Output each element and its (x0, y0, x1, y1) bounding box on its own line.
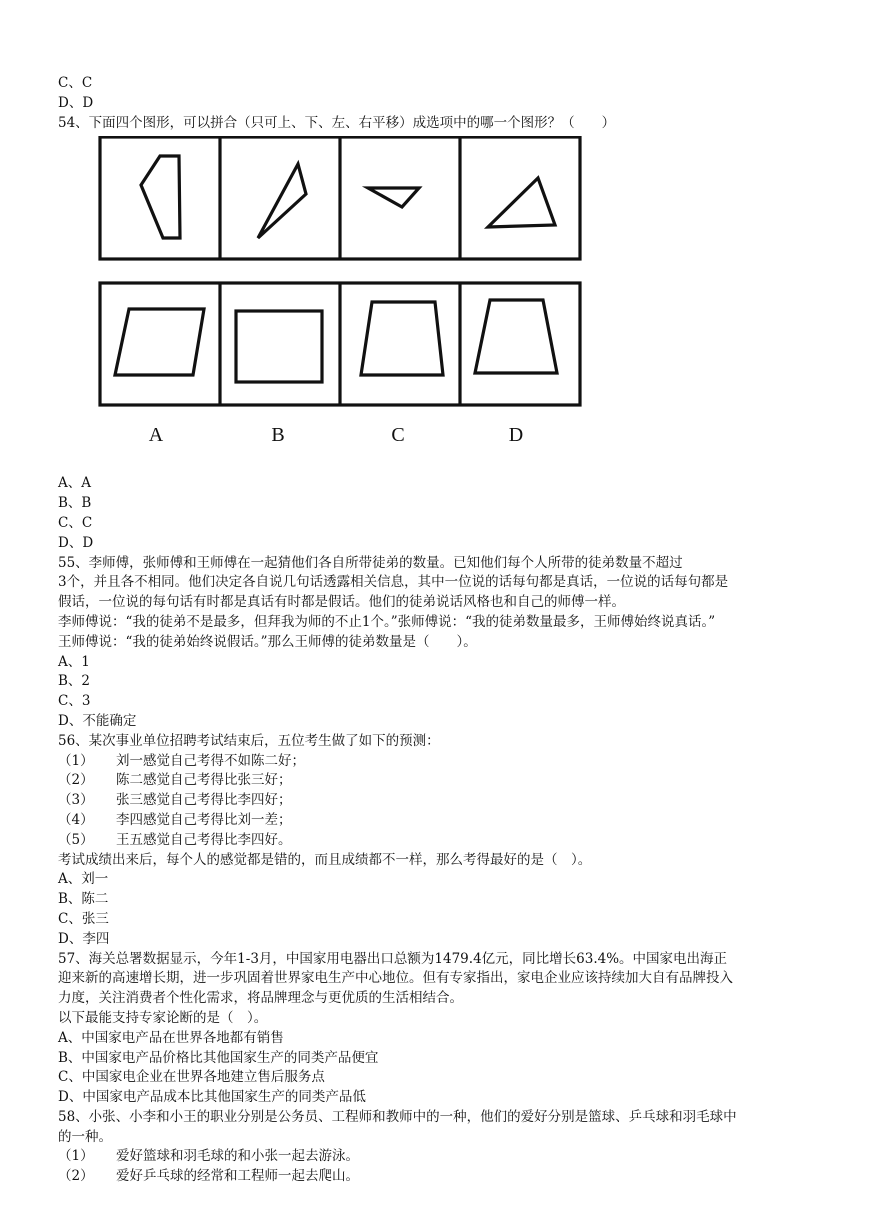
q54-stem: 54、下面四个图形，可以拼合（只可上、下、左、右平移）成选项中的哪一个图形？（ ） (58, 114, 616, 131)
q57-option-a: A、中国家电产品在世界各地都有销售 (58, 1029, 284, 1046)
figure-label-c: C (391, 424, 405, 447)
option-c-trapezoid (361, 302, 443, 375)
prev-option-c: C、C (58, 75, 93, 91)
q56-stem: 56、某次事业单位招聘考试结束后，五位考生做了如下的预测： (58, 732, 440, 749)
q55-stem-line: 55、李师傅，张师傅和王师傅在一起猜他们各自所带徒弟的数量。已知他们每个人所带的徒弟数量不超过 (58, 554, 683, 571)
condition-number: （1） (58, 1148, 94, 1165)
q56-question: 考试成绩出来后，每个人的感觉都是错的，而且成绩都不一样，那么考得最好的是（ ）。 (58, 851, 592, 868)
figure-label-a: A (148, 424, 164, 447)
condition-text: 爱好篮球和羽毛球的和小张一起去游泳。 (116, 1148, 359, 1165)
q55-stem-line: 假话，一位说的每句话有时都是真话有时都是假话。他们的徒弟说话风格也和自己的师傅一样。 (58, 594, 625, 611)
q55-stem-line: 3个，并且各不相同。他们决定各自说几句话透露相关信息，其中一位说的话每句都是真话，一位说的话每句都是 (58, 574, 729, 591)
q55-stem-line: 李师傅说：“我的徒弟不是最多，但拜我为师的不止1个。”张师傅说：“我的徒弟数量最多，王师傅始终说真话。” (58, 613, 716, 630)
q57-option-b: B、中国家电产品价格比其他国家生产的同类产品便宜 (58, 1049, 379, 1066)
q56-option-b: B、陈二 (58, 891, 109, 908)
condition-number: （2） (58, 772, 94, 789)
q55-option-b: B、2 (58, 673, 91, 690)
q56-condition (58, 791, 828, 811)
figure-label-d: D (508, 424, 524, 447)
q57-stem-line: 力度，关注消费者个性化需求，将品牌理念与更优质的生活相结合。 (58, 990, 463, 1007)
condition-number: （1） (58, 752, 94, 769)
q56-option-a: A、刘一 (58, 871, 109, 888)
q57-stem-line: 以下最能支持专家论断的是（ ）。 (58, 1009, 268, 1026)
q55-option-c: C、3 (58, 693, 91, 710)
figure-label-b: B (271, 424, 285, 447)
q54-option-b: B、B (58, 495, 92, 512)
q54-figure (98, 136, 638, 466)
q56-option-c: C、张三 (58, 910, 109, 927)
q57-stem-line: 迎来新的高速增长期，进一步巩固着世界家电生产中心地位。但有专家指出，家电企业应该持续加大自有品牌投入 (58, 970, 733, 987)
piece-small-triangle (368, 188, 419, 207)
q58-condition (58, 1147, 828, 1167)
piece-pentagon (141, 156, 180, 238)
prev-option-d: D、D (58, 94, 94, 111)
q56-condition (58, 771, 828, 791)
q56-condition (58, 752, 828, 772)
piece-thin-triangle (258, 164, 306, 238)
q54-option-c: C、C (58, 514, 93, 531)
condition-text: 李四感觉自己考得比刘一差； (116, 811, 292, 828)
q57-option-c: C、中国家电企业在世界各地建立售后服务点 (58, 1069, 325, 1086)
option-b-square (236, 311, 322, 382)
option-a-parallelogram (115, 309, 204, 375)
q57-option-d: D、中国家电产品成本比其他国家生产的同类产品低 (58, 1089, 366, 1106)
q54-figure-svg (98, 136, 638, 466)
condition-text: 张三感觉自己考得比李四好； (116, 792, 292, 809)
q58-stem-line: 的一种。 (58, 1128, 112, 1145)
document-page (58, 74, 828, 1187)
q58-stem-line: 58、小张、小李和小王的职业分别是公务员、工程师和教师中的一种，他们的爱好分别是篮球、乒乓球和羽毛球中 (58, 1108, 737, 1125)
condition-number: （3） (58, 792, 94, 809)
q56-condition (58, 811, 828, 831)
q56-option-d: D、李四 (58, 930, 110, 947)
q54-option-d: D、D (58, 534, 94, 551)
q55-option-d: D、不能确定 (58, 712, 137, 729)
condition-number: （2） (58, 1168, 94, 1185)
q54-option-a: A、A (58, 475, 91, 492)
q55-option-a: A、1 (58, 653, 90, 670)
condition-text: 王五感觉自己考得比李四好。 (116, 831, 292, 848)
q56-condition (58, 831, 828, 851)
q58-condition (58, 1167, 828, 1187)
condition-text: 陈二感觉自己考得比张三好； (116, 772, 292, 789)
condition-number: （4） (58, 811, 94, 828)
condition-text: 刘一感觉自己考得不如陈二好； (116, 752, 305, 769)
q57-stem-line: 57、海关总署数据显示，今年1-3月，中国家用电器出口总额为1479.4亿元，同比增长63.4%。中国家电出海正 (58, 950, 728, 967)
condition-number: （5） (58, 831, 94, 848)
q55-stem-line: 王师傅说：“我的徒弟始终说假话。”那么王师傅的徒弟数量是（ ）。 (58, 633, 477, 650)
condition-text: 爱好乒乓球的经常和工程师一起去爬山。 (116, 1168, 359, 1185)
piece-large-triangle (488, 178, 555, 227)
option-d-trapezoid (475, 300, 557, 373)
